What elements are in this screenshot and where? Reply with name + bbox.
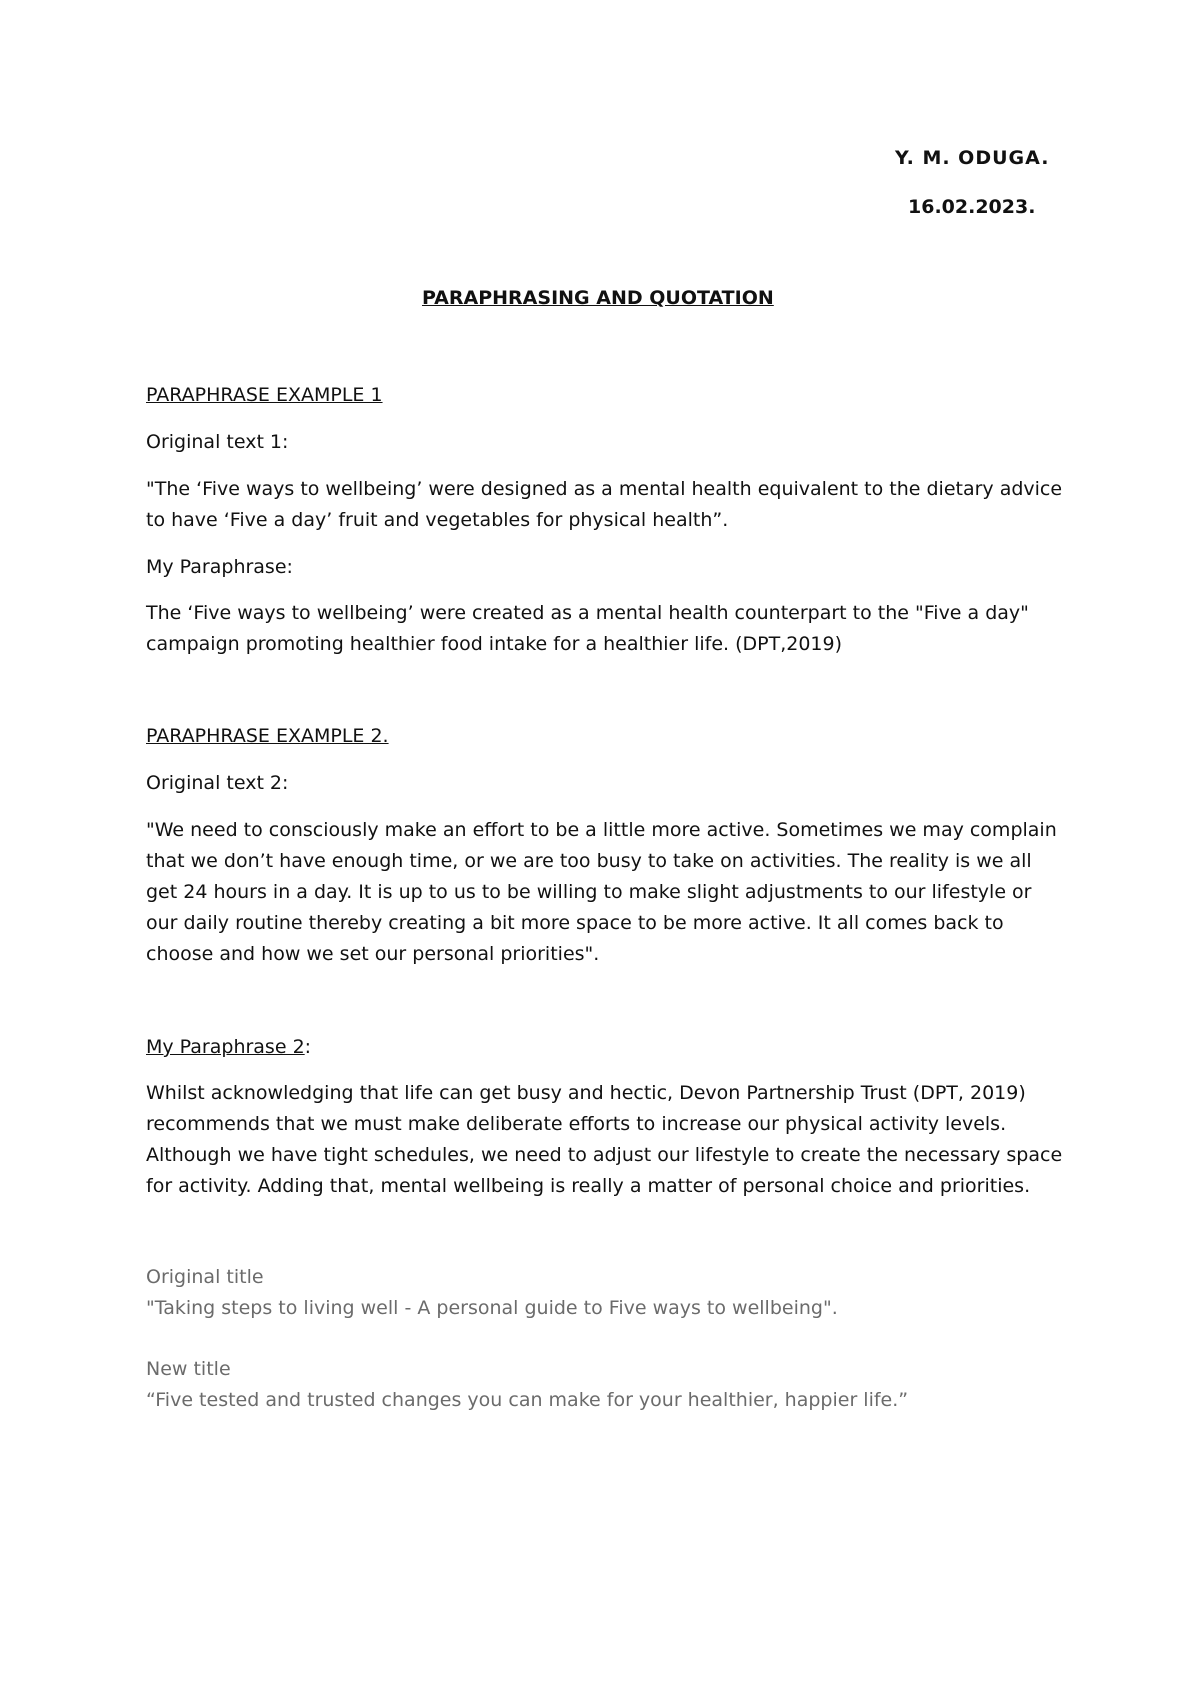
example2-heading-block <box>146 721 1066 752</box>
example2-original-label: Original text 2: <box>146 772 289 794</box>
example2-paraphrase-block <box>146 1078 1066 1202</box>
new-title-value: “Five tested and trusted changes you can make for your healthier, happier life.” <box>146 1389 909 1411</box>
titles-block <box>146 1262 1066 1324</box>
document-title: PARAPHRASING AND QUOTATION <box>422 287 774 309</box>
example2-paraphrase-label-suffix: : <box>304 1036 312 1058</box>
example2-original-block <box>146 815 1066 970</box>
author-name: Y. M. ODUGA. <box>895 147 1050 169</box>
example2-original-text: "We need to consciously make an effort to be a little more active. Sometimes we may complain that we don’t have enough time, or we are too busy to take on activities. The reality is we all get 24 hours in a day. It is up to us to be willing to make slight adjustments to our lifestyle or our daily routine thereby creating a bit more space to be more active. It all comes back to choose and how we set our personal priorities". <box>146 819 1057 965</box>
example2-paraphrase-label-block <box>146 1032 1066 1063</box>
new-title-block <box>146 1354 1066 1416</box>
new-title-label: New title <box>146 1358 231 1380</box>
example1-paraphrase-label-block <box>146 552 1066 583</box>
example2-heading: PARAPHRASE EXAMPLE 2. <box>146 725 389 747</box>
example2-paraphrase-text: Whilst acknowledging that life can get busy and hectic, Devon Partnership Trust (DPT, 2019) recommends that we must make deliberate efforts to increase our physical activity levels. Although we have tight schedules, we need to adjust our lifestyle to create the necessary space for activity. Adding that, mental wellbeing is really a matter of personal choice and priorities. <box>146 1082 1063 1197</box>
document-date: 16.02.2023. <box>908 196 1036 218</box>
example1-original-text: "The ‘Five ways to wellbeing’ were designed as a mental health equivalent to the dietary advice to have ‘Five a day’ fruit and vegetables for physical health”. <box>146 478 1063 531</box>
example1-heading-block <box>146 380 1066 411</box>
example1-original-block <box>146 474 1066 536</box>
original-title-value: "Taking steps to living well - A personal guide to Five ways to wellbeing". <box>146 1297 838 1319</box>
example2-paraphrase-label-line <box>146 1032 1066 1063</box>
example1-paraphrase-label: My Paraphrase: <box>146 556 293 578</box>
example1-heading: PARAPHRASE EXAMPLE 1 <box>146 384 383 406</box>
example2-paraphrase-label: My Paraphrase 2 <box>146 1036 305 1058</box>
original-title-label: Original title <box>146 1266 264 1288</box>
example1-original-label-block <box>146 427 1066 458</box>
example2-original-label-block <box>146 768 1066 799</box>
example1-paraphrase-block <box>146 598 1066 660</box>
example1-paraphrase-text: The ‘Five ways to wellbeing’ were created as a mental health counterpart to the "Five a day" campaign promoting healthier food intake for a healthier life. (DPT,2019) <box>146 602 1029 655</box>
example1-original-label: Original text 1: <box>146 431 289 453</box>
